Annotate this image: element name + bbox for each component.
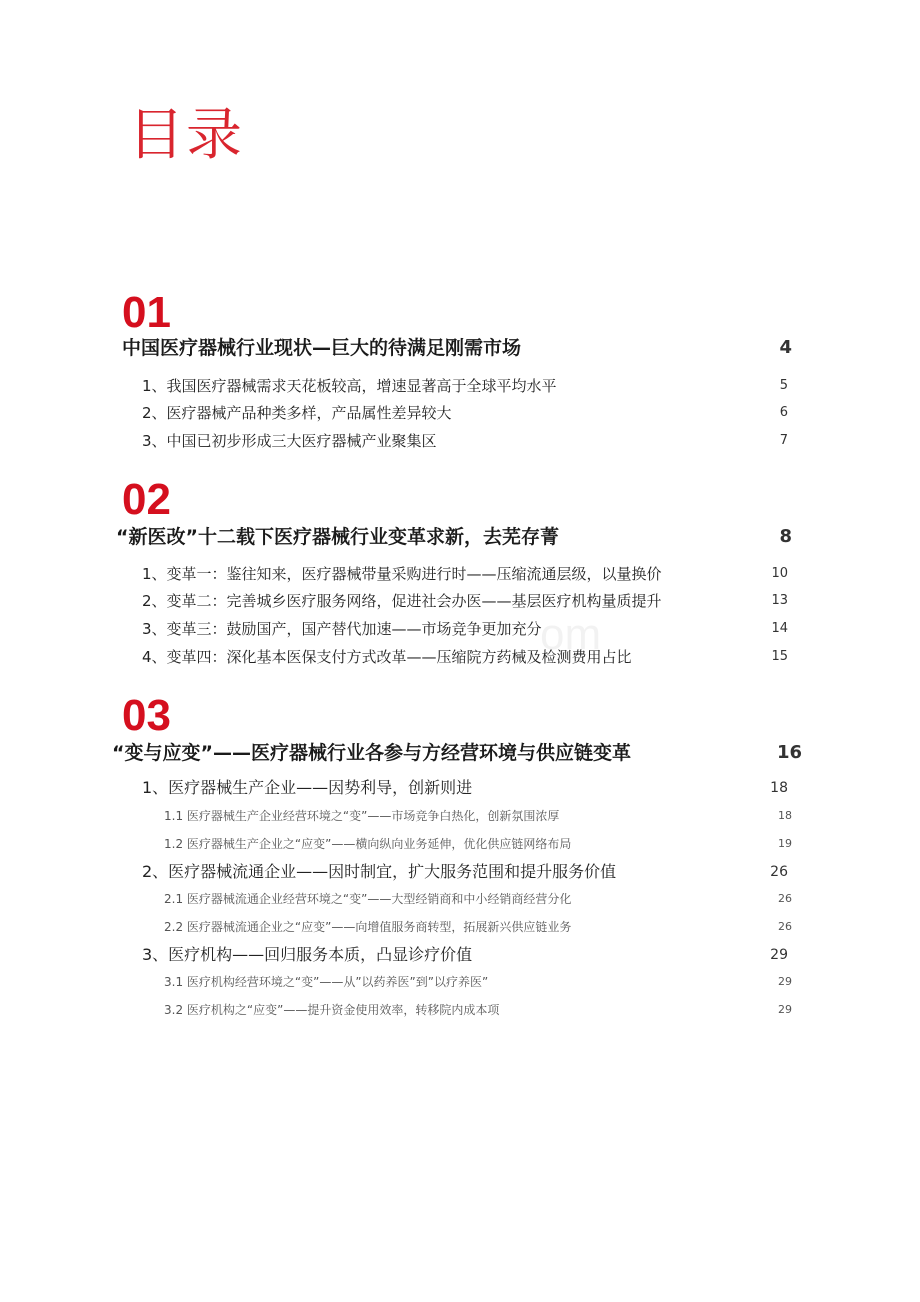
toc-item-text: 2、变革二：完善城乡医疗服务网络，促进社会办医——基层医疗机构量质提升 — [142, 592, 662, 610]
toc-item-text: 1、变革一：鉴往知来，医疗器械带量采购进行时——压缩流通层级，以量换价 — [142, 565, 662, 583]
toc-item[interactable] — [0, 427, 920, 455]
toc-subitem-text: 1.2 医疗器械生产企业之“应变”——横向纵向业务延伸，优化供应链网络布局 — [164, 837, 572, 851]
toc-subitem-text: 1.1 医疗器械生产企业经营环境之“变”——市场竞争白热化，创新氛围浓厚 — [164, 809, 560, 823]
toc-item-text: 1、我国医疗器械需求天花板较高，增速显著高于全球平均水平 — [142, 377, 557, 395]
toc-item[interactable] — [0, 941, 920, 969]
toc-page-number: 29 — [778, 1003, 792, 1016]
toc-item[interactable] — [0, 774, 920, 802]
toc-page-number: 18 — [778, 809, 792, 822]
toc-item[interactable] — [0, 615, 920, 643]
toc-subitem-text: 3.1 医疗机构经营环境之“变”——从”以药养医”到”以疗养医” — [164, 975, 489, 989]
toc-page-number: 10 — [771, 566, 788, 581]
toc-page-number: 26 — [778, 920, 792, 933]
toc-section-title-text: 中国医疗器械行业现状—巨大的待满足刚需市场 — [122, 337, 522, 359]
toc-subitem[interactable] — [0, 913, 920, 941]
toc-item[interactable] — [0, 399, 920, 427]
toc-item-text: 2、医疗器械产品种类多样，产品属性差异较大 — [142, 404, 452, 422]
toc-item[interactable] — [0, 858, 920, 886]
section-number: 03 — [122, 691, 171, 740]
toc-page-number: 26 — [778, 892, 792, 905]
toc-page-number: 14 — [771, 621, 788, 636]
toc-page-number: 18 — [770, 780, 788, 796]
toc-page-number: 6 — [779, 405, 788, 420]
toc-page-number: 15 — [771, 649, 788, 664]
toc-page-number: 7 — [779, 433, 788, 448]
section-number: 01 — [122, 288, 171, 337]
toc-page-number: 19 — [778, 837, 792, 850]
toc-item[interactable] — [0, 587, 920, 615]
toc-page-number: 4 — [779, 337, 792, 358]
toc-subitem-text: 2.1 医疗器械流通企业经营环境之“变”——大型经销商和中小经销商经营分化 — [164, 892, 572, 906]
watermark-text: om — [540, 610, 602, 659]
toc-section-title[interactable] — [0, 523, 920, 551]
toc-page-number: 5 — [779, 378, 788, 393]
toc-section-title[interactable] — [0, 739, 920, 767]
toc-section-title-text: “新医改”十二载下医疗器械行业变革求新，去芜存菁 — [116, 526, 559, 548]
section-number: 02 — [122, 475, 171, 524]
toc-subitem-text: 3.2 医疗机构之“应变”——提升资金使用效率，转移院内成本项 — [164, 1003, 500, 1017]
toc-page-number: 29 — [770, 947, 788, 963]
toc-subitem[interactable] — [0, 802, 920, 830]
toc-section-title-text: “变与应变”——医疗器械行业各参与方经营环境与供应链变革 — [112, 742, 631, 764]
toc-item[interactable] — [0, 560, 920, 588]
toc-subitem[interactable] — [0, 968, 920, 996]
page-title: 目录 — [128, 103, 244, 168]
toc-subitem[interactable] — [0, 996, 920, 1024]
toc-subitem-text: 2.2 医疗器械流通企业之“应变”——向增值服务商转型，拓展新兴供应链业务 — [164, 920, 572, 934]
toc-item-text: 1、医疗器械生产企业——因势利导，创新则进 — [142, 778, 473, 797]
toc-item[interactable] — [0, 372, 920, 400]
toc-item-text: 3、变革三：鼓励国产，国产替代加速——市场竞争更加充分 — [142, 620, 542, 638]
toc-item-text: 3、医疗机构——回归服务本质，凸显诊疗价值 — [142, 945, 473, 964]
toc-item[interactable] — [0, 643, 920, 671]
toc-page-number: 13 — [771, 593, 788, 608]
toc-item-text: 4、变革四：深化基本医保支付方式改革——压缩院方药械及检测费用占比 — [142, 648, 632, 666]
toc-item-text: 2、医疗器械流通企业——因时制宜，扩大服务范围和提升服务价值 — [142, 862, 617, 881]
toc-page-number: 8 — [779, 526, 792, 547]
toc-page-number: 16 — [776, 742, 802, 763]
toc-item-text: 3、中国已初步形成三大医疗器械产业聚集区 — [142, 432, 437, 450]
toc-subitem[interactable] — [0, 885, 920, 913]
toc-page-number: 26 — [770, 864, 788, 880]
toc-subitem[interactable] — [0, 830, 920, 858]
toc-page-number: 29 — [778, 975, 792, 988]
toc-section-title[interactable] — [0, 334, 920, 362]
